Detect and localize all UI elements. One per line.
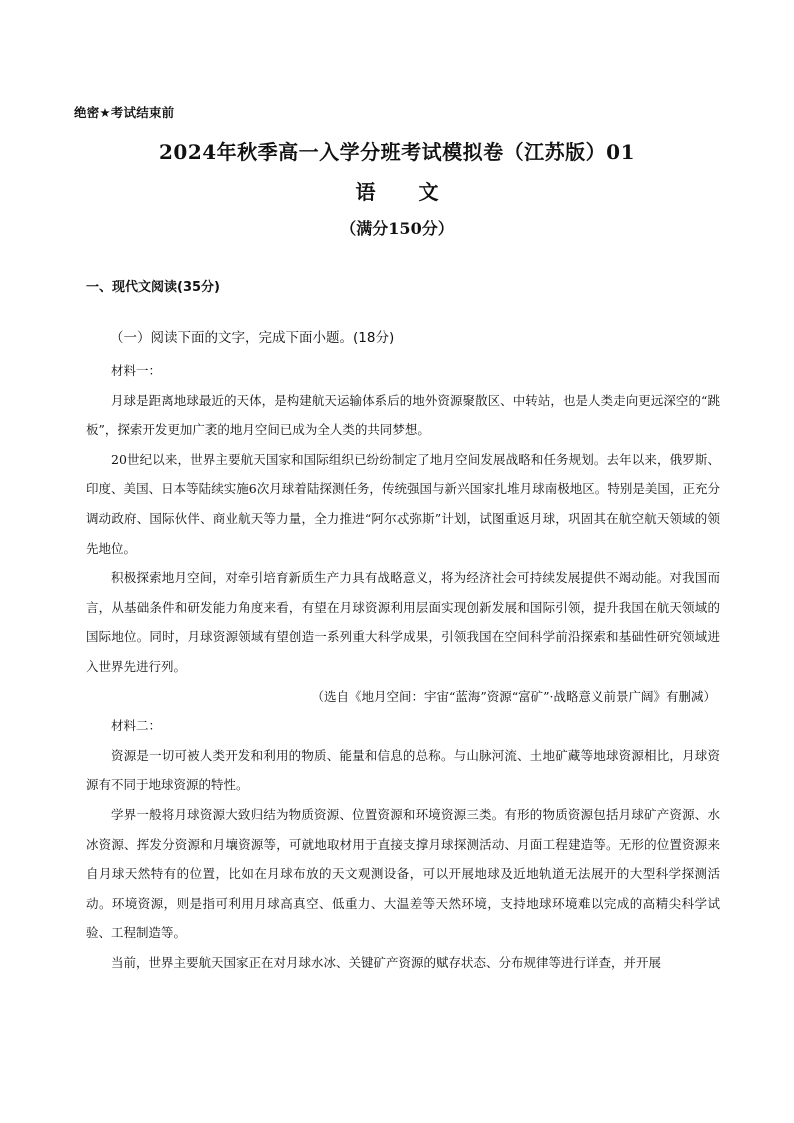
full-score: （满分150分） [340,219,454,238]
section-heading: 一、现代文阅读(35分) [86,280,220,295]
part-question: （一）阅读下面的文字，完成下面小题。(18分) [110,330,395,346]
material1-paragraph-1: 月球是距离地球最近的天体，是构建航天运输体系后的地外资源聚散区、中转站，也是人类走向更远深空的“跳板”，探索开发更加广袤的地月空间已成为全人类的共同梦想。 [86,392,720,438]
material1-label: 材料一： [111,363,162,378]
material1-paragraph-2: 20世纪以来，世界主要航天国家和国际组织已纷纷制定了地月空间发展战略和任务规划。去年以来，俄罗斯、印度、美国、日本等陆续实施6次月球着陆探测任务，传统强国与新兴国家扎堆月球南极地区。特别是美国，正充分调动政府、国际伙伴、商业航天等力量，全力推进“阿尔忒弥斯”计划，试图重返月球，巩固其在航空航天领域的领先地位。 [86,451,720,556]
material2-label: 材料二： [111,718,162,734]
material1-paragraph-3: 积极探索地月空间，对牵引培育新质生产力具有战略意义，将为经济社会可持续发展提供不竭动能。对我国而言，从基础条件和研发能力角度来看，有望在月球资源利用层面实现创新发展和国际引领，提升我国在航天领域的国际地位。同时，月球资源领域有望创造一系列重大科学成果，引领我国在空间科学前沿探索和基础性研究领域进入世界先进行列。 [86,570,720,674]
material2-paragraph-3: 当前，世界主要航天国家正在对月球水冰、关键矿产资源的赋存状态、分布规律等进行详查，并开展 [111,954,662,970]
reading-content [86,356,720,977]
secret-mark: 绝密★考试结束前 [74,105,175,120]
material2-paragraph-2: 学界一般将月球资源大致归结为物质资源、位置资源和环境资源三类。有形的物质资源包括月球矿产资源、水冰资源、挥发分资源和月壤资源等，可就地取材用于直接支撑月球探测活动、月面工程建造等。无形的位置资源来自月球天然特有的位置，比如在月球布放的天文观测设备，可以开展地球及近地轨道无法展开的大型科学探测活动。环境资源，则是指可利用月球高真空、低重力、大温差等天然环境，支持地球环境难以完成的高精尖科学试验、工程制造等。 [86,806,720,941]
subject-title: 语 文 [355,180,457,204]
exam-title: 2024年秋季高一入学分班考试模拟卷（江苏版）01 [159,140,635,164]
material2-paragraph-1: 资源是一切可被人类开发和利用的物质、能量和信息的总称。与山脉河流、土地矿藏等地球资源相比，月球资源有不同于地球资源的特性。 [86,747,720,793]
material1-source: （选自《地月空间：宇宙“蓝海”资源“富矿”·战略意义前景广阔》有删减） [311,688,716,704]
